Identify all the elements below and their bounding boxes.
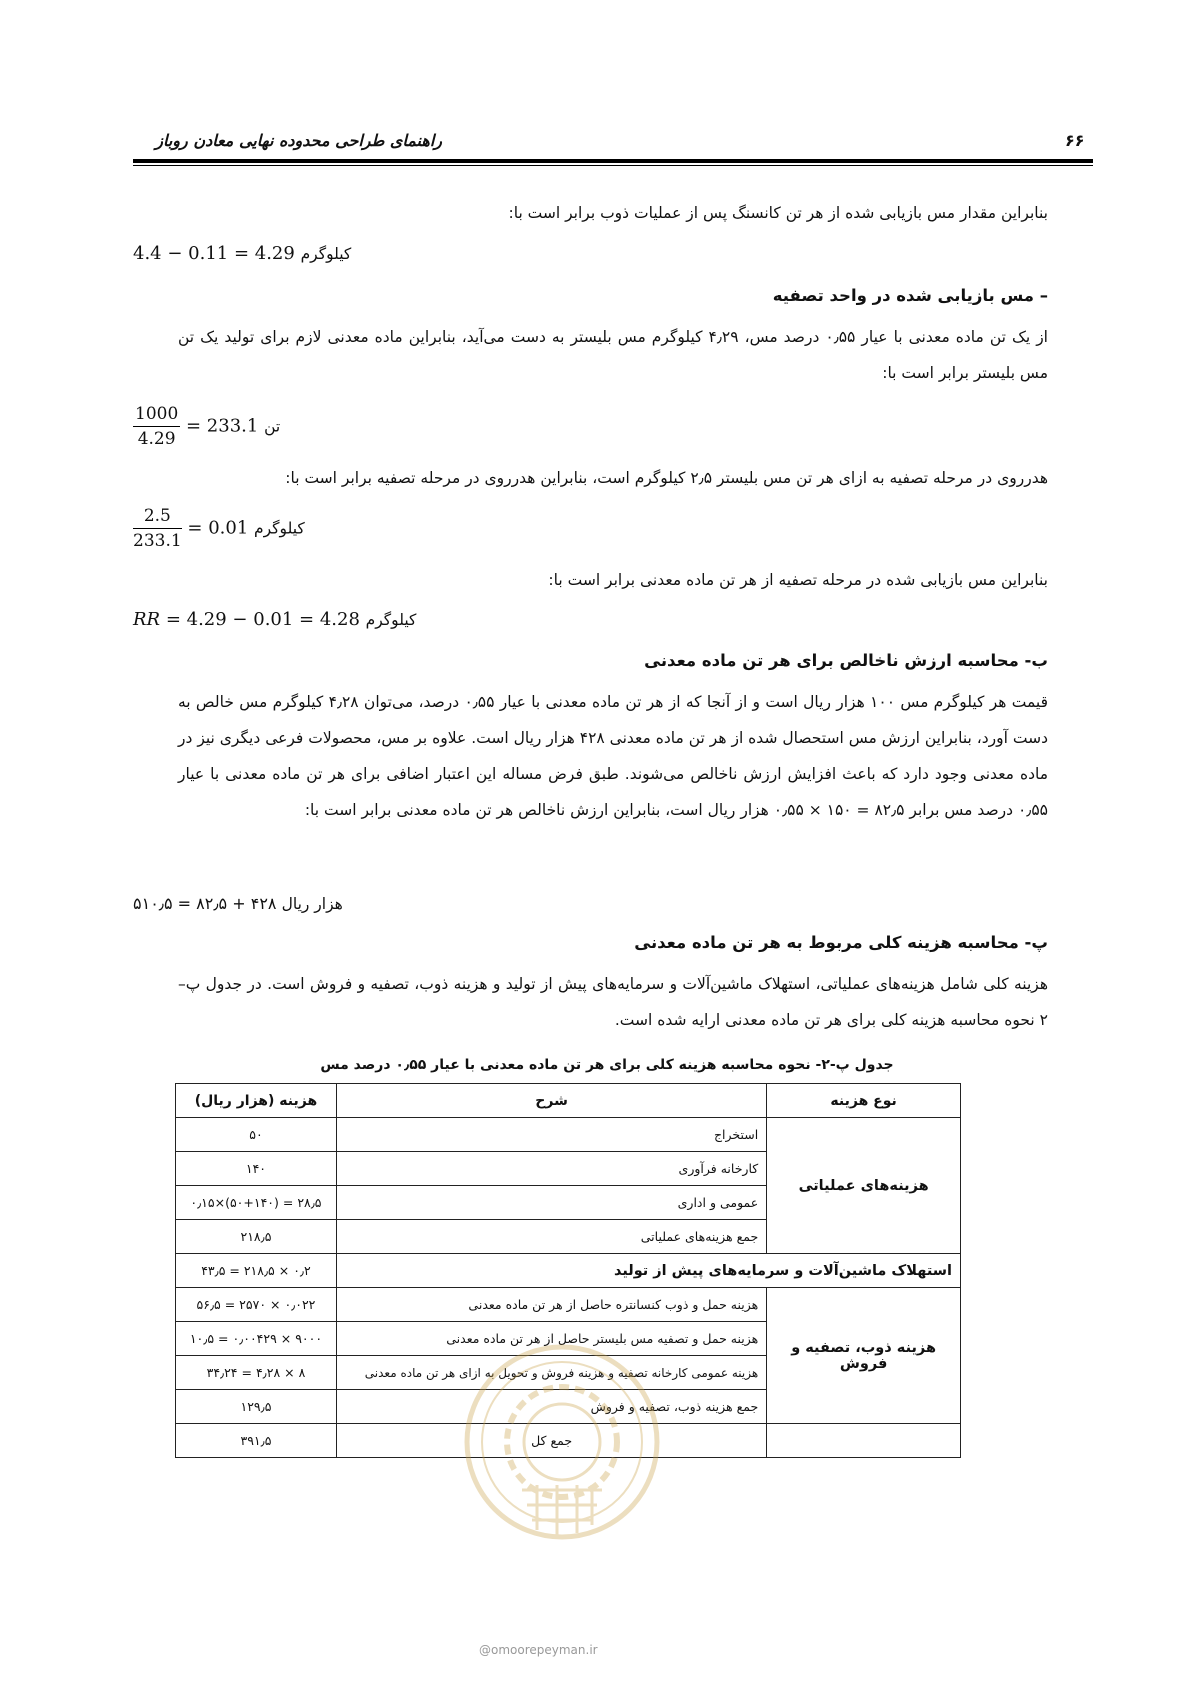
section-heading-refining: – مس بازیابی شده در واحد تصفیه bbox=[772, 286, 1048, 305]
row-description: کارخانه فرآوری bbox=[336, 1152, 766, 1186]
row-cost: ۱۲۹٫۵ bbox=[176, 1390, 337, 1424]
paragraph-total-cost: هزینه کلی شامل هزینه‌های عملیاتی، استهلاک ماشین‌آلات و سرمایه‌های پیش از تولید و هزینه ذوب، تصفیه و فروش است. در جدول پ–۲ نحوه محاسبه هزینه کلی برای هر تن ماده معدنی ارایه شده است. bbox=[178, 975, 1048, 1029]
row-description: هزینه عمومی کارخانه تصفیه و هزینه فروش و تحویل به ازای هر تن ماده معدنی bbox=[336, 1356, 766, 1390]
row-cost: ۱۴۰ bbox=[176, 1152, 337, 1186]
equation-ore-per-ton-blister bbox=[133, 404, 280, 449]
row-description: جمع کل bbox=[336, 1424, 766, 1458]
header-description: شرح bbox=[336, 1084, 766, 1118]
table-header-row bbox=[176, 1084, 961, 1118]
group-smelting-refining-sales: هزینه ذوب، تصفیه و فروش bbox=[767, 1288, 961, 1424]
fraction bbox=[133, 404, 180, 449]
equation-expression: = 4.29 − 0.01 = 4.28 bbox=[160, 609, 360, 630]
equation-recovery-rr bbox=[133, 609, 416, 630]
row-description: هزینه حمل و ذوب کنسانتره حاصل از هر تن ماده معدنی bbox=[336, 1288, 766, 1322]
row-description: استهلاک ماشین‌آلات و سرمایه‌های پیش از تولید bbox=[336, 1254, 960, 1288]
row-description: عمومی و اداری bbox=[336, 1186, 766, 1220]
row-description: استخراج bbox=[336, 1118, 766, 1152]
fraction bbox=[133, 506, 182, 551]
total-type-empty bbox=[767, 1424, 961, 1458]
equation-result: = 0.01 bbox=[187, 517, 249, 539]
equation-smelting-recovery bbox=[133, 243, 351, 264]
equation-unit: کیلوگرم bbox=[300, 245, 352, 263]
row-cost: ۰٫۰۲۲ × ۲۵۷۰ = ۵۶٫۵ bbox=[176, 1288, 337, 1322]
row-cost: ۲۸٫۵ = (۵۰+۱۴۰)×۰٫۱۵ bbox=[176, 1186, 337, 1220]
row-cost: ۵۰ bbox=[176, 1118, 337, 1152]
row-cost: ۲۱۸٫۵ bbox=[176, 1220, 337, 1254]
publisher-seal-watermark bbox=[462, 1340, 662, 1545]
fraction-numerator: 1000 bbox=[133, 404, 180, 427]
table-row bbox=[176, 1118, 961, 1152]
fraction-denominator: 233.1 bbox=[133, 531, 182, 551]
paragraph-refining-loss: هدرروی در مرحله تصفیه به ازای هر تن مس بلیستر ۲٫۵ کیلوگرم است، بنابراین هدرروی در مرحله تصفیه برابر است با: bbox=[285, 469, 1048, 487]
table-row-depreciation bbox=[176, 1254, 961, 1288]
equation-unit: کیلوگرم bbox=[365, 611, 417, 629]
row-cost: ۰٫۲ × ۲۱۸٫۵ = ۴۳٫۵ bbox=[176, 1254, 337, 1288]
row-cost: ۹۰۰۰ × ۰٫۰۰۴۲۹ = ۱۰٫۵ bbox=[176, 1322, 337, 1356]
row-cost: ۳۹۱٫۵ bbox=[176, 1424, 337, 1458]
group-operating-costs: هزینه‌های عملیاتی bbox=[767, 1118, 961, 1254]
paragraph-refining-recovery: بنابراین مس بازیابی شده در مرحله تصفیه از هر تن ماده معدنی برابر است با: bbox=[548, 571, 1048, 589]
header-cost: هزینه (هزار ریال) bbox=[176, 1084, 337, 1118]
section-heading-gross-value: ب- محاسبه ارزش ناخالص برای هر تن ماده معدنی bbox=[644, 651, 1048, 670]
paragraph-gross-value: قیمت هر کیلوگرم مس ۱۰۰ هزار ریال است و از آنجا که از هر تن ماده معدنی با عیار ۰٫۵۵ درصد، می‌توان ۴٫۲۸ کیلوگرم مس خالص به دست آورد، بنابراین ارزش مس استحصال شده از هر تن ماده معدنی ۴۲۸ هزار ریال است. علاوه بر مس، محصولات فرعی دیگری نیز در ماده معدنی وجود دارد که باعث افزایش ارزش ناخالص می‌شوند. طبق فرض مساله این اعتبار اضافی برای هر تن ماده معدنی با عیار ۰٫۵۵ درصد مس برابر ۸۲٫۵ = ۱۵۰ × ۰٫۵۵ هزار ریال است، بنابراین ارزش ناخالص هر تن ماده معدنی برابر است با: bbox=[178, 693, 1048, 819]
equation-expression: 4.4 − 0.11 = 4.29 bbox=[133, 243, 295, 264]
equation-refining-loss bbox=[133, 506, 305, 551]
table-row bbox=[176, 1288, 961, 1322]
equation-variable: RR bbox=[133, 609, 161, 630]
row-description: هزینه حمل و تصفیه مس بلیستر حاصل از هر تن ماده معدنی bbox=[336, 1322, 766, 1356]
fraction-numerator: 2.5 bbox=[133, 506, 182, 529]
header-rule-thick bbox=[133, 159, 1093, 163]
section-heading-total-cost: پ- محاسبه هزینه کلی مربوط به هر تن ماده معدنی bbox=[634, 933, 1048, 952]
row-description: جمع هزینه‌های عملیاتی bbox=[336, 1220, 766, 1254]
paragraph-copper-recovered-smelting: بنابراین مقدار مس بازیابی شده از هر تن کانسنگ پس از عملیات ذوب برابر است با: bbox=[508, 204, 1048, 222]
equation-unit: تن bbox=[264, 417, 281, 436]
page-number: ۶۶ bbox=[1065, 131, 1085, 150]
row-description: جمع هزینه ذوب، تصفیه و فروش bbox=[336, 1390, 766, 1424]
equation-unit: هزار ریال bbox=[281, 895, 343, 913]
website-footer: @omoorepeyman.ir bbox=[479, 1643, 598, 1657]
equation-expression: ۴۲۸ + ۸۲٫۵ = ۵۱۰٫۵ bbox=[133, 894, 277, 913]
fraction-denominator: 4.29 bbox=[137, 429, 176, 449]
header-cost-type: نوع هزینه bbox=[767, 1084, 961, 1118]
equation-unit: کیلوگرم bbox=[254, 519, 305, 538]
equation-gross-value bbox=[133, 894, 343, 913]
paragraph-blister-ore-required: از یک تن ماده معدنی با عیار ۰٫۵۵ درصد مس، ۴٫۲۹ کیلوگرم مس بلیستر به دست می‌آید، بنابراین ماده معدنی لازم برای تولید یک تن مس بلیستر برابر است با: bbox=[178, 328, 1048, 382]
running-header-title: راهنمای طراحی محدوده نهایی معادن روباز bbox=[155, 131, 442, 150]
row-cost: ۸ × ۴٫۲۸ = ۳۴٫۲۴ bbox=[176, 1356, 337, 1390]
header-rule-thin bbox=[133, 165, 1093, 166]
table-caption: جدول پ-۲- نحوه محاسبه هزینه کلی برای هر تن ماده معدنی با عیار ۰٫۵۵ درصد مس bbox=[320, 1057, 894, 1073]
equation-result: = 233.1 bbox=[186, 415, 259, 437]
